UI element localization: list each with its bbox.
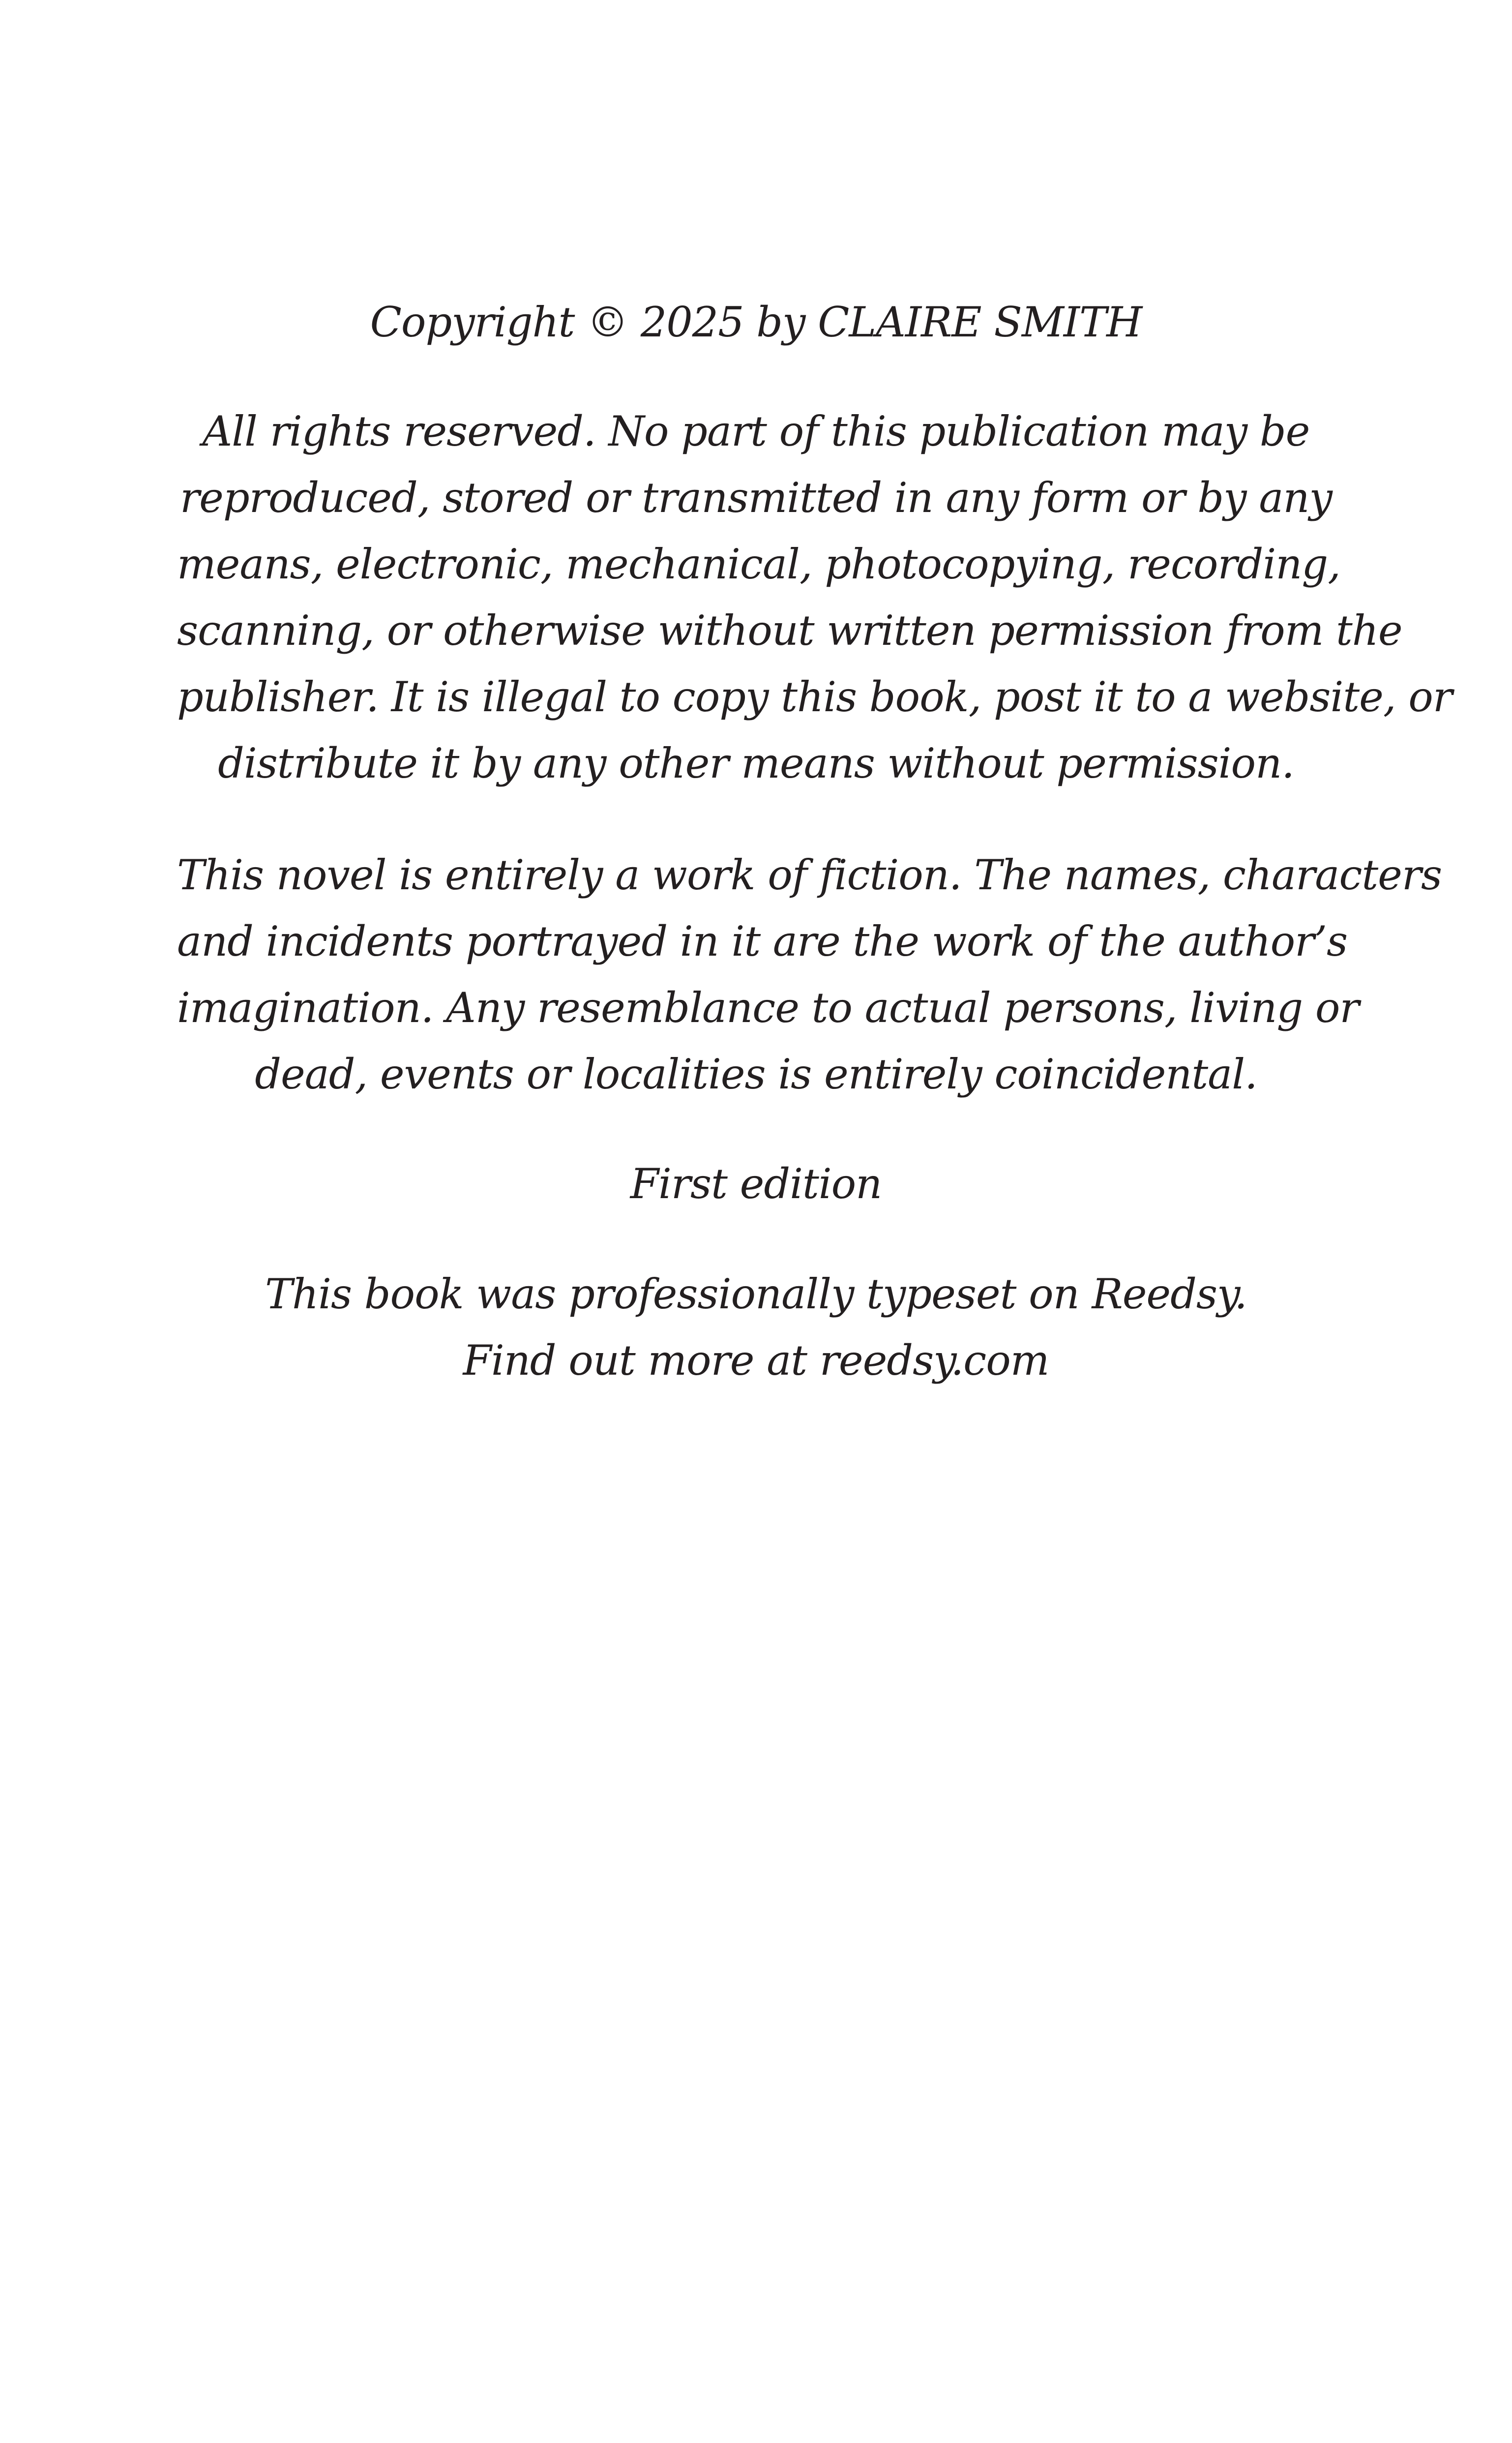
fiction-line: dead, events or localities is entirely coincidental. <box>255 1050 1257 1098</box>
rights-line: All rights reserved. No part of this publication may be <box>202 407 1310 455</box>
rights-line: reproduced, stored or transmitted in any form or by any <box>180 474 1332 522</box>
typeset-line: This book was professionally typeset on Reedsy. <box>265 1270 1247 1318</box>
rights-line: publisher. It is illegal to copy this book, post it to a website, or <box>177 673 1452 721</box>
rights-line: means, electronic, mechanical, photocopying, recording, <box>177 540 1340 588</box>
rights-line: scanning, or otherwise without written permission from the <box>177 606 1402 655</box>
edition-notice <box>177 1151 1335 1217</box>
fiction-disclaimer-paragraph <box>177 842 1442 1108</box>
typeset-link-line: Find out more at reedsy.com <box>463 1336 1049 1385</box>
copyright-line: Copyright © 2025 by CLAIRE SMITH <box>370 298 1142 346</box>
typeset-credit <box>177 1261 1335 1394</box>
copyright-notice <box>177 289 1335 356</box>
fiction-line: This novel is entirely a work of fiction. The names, characters <box>177 851 1442 899</box>
edition-line: First edition <box>630 1160 882 1208</box>
fiction-line: and incidents portrayed in it are the work of the author’s <box>177 917 1348 965</box>
rights-reserved-paragraph <box>177 398 1452 797</box>
rights-line: distribute it by any other means without permission. <box>218 739 1294 787</box>
fiction-line: imagination. Any resemblance to actual persons, living or <box>177 984 1359 1032</box>
